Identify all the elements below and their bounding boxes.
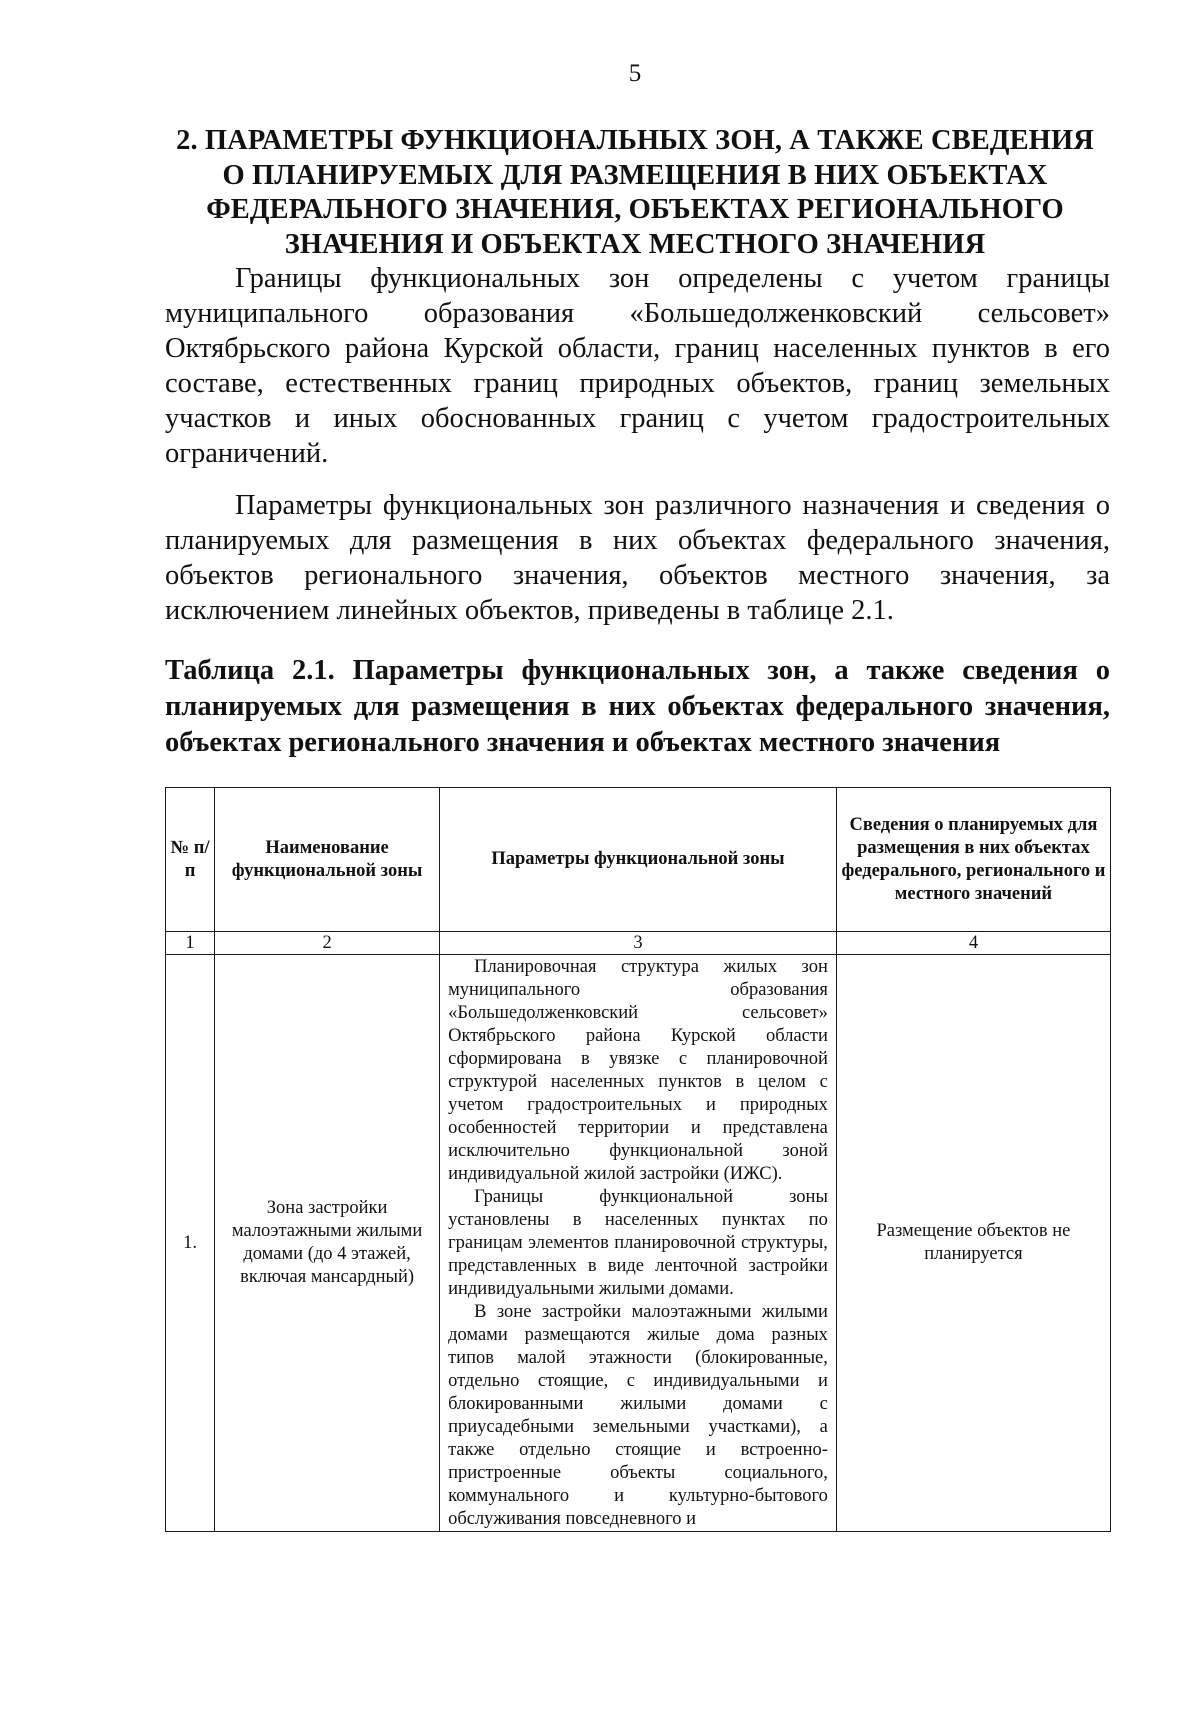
section-title-line: ФЕДЕРАЛЬНОГО ЗНАЧЕНИЯ, ОБЪЕКТАХ РЕГИОНАЛЬНОГО (206, 194, 1064, 225)
table-caption: Таблица 2.1. Параметры функциональных зон, а также сведения о планируемых для размещения в них объектах федерального значения, объектах регионального значения и объектах местного значения (165, 655, 1110, 758)
parameters-paragraph: Границы функциональной зоны установлены в населенных пунктах по границам элементов планировочной структуры, представленных в виде ленточной застройки индивидуальными жилыми домами. (448, 1187, 828, 1299)
header-number: № п/п (166, 788, 215, 932)
body-paragraph-1: Границы функциональных зон определены с учетом границы муниципального образования «Большедолженковский сельсовет» Октябрьского района Курской области, границ населенных пунктов в его составе, естественных границ природных объектов, границ земельных участков и иных обоснованных границ с учетом градостроительных ограничений. (165, 263, 1110, 469)
column-number: 4 (836, 932, 1110, 955)
section-title-line: О ПЛАНИРУЕМЫХ ДЛЯ РАЗМЕЩЕНИЯ В НИХ ОБЪЕКТАХ (222, 159, 1048, 191)
row-number: 1. (166, 955, 215, 1532)
column-number: 2 (215, 932, 440, 955)
row-parameters (440, 955, 837, 1532)
header-parameters: Параметры функциональной зоны (440, 788, 837, 932)
section-title-line: ЗНАЧЕНИЯ И ОБЪЕКТАХ МЕСТНОГО ЗНАЧЕНИЯ (284, 228, 986, 260)
section-title (155, 124, 1115, 262)
header-objects: Сведения о планируемых для размещения в них объектах федерального, регионального и местного значений (836, 788, 1110, 932)
page-number: 5 (628, 60, 642, 87)
functional-zones-table (165, 787, 1111, 1532)
parameters-paragraph: Планировочная структура жилых зон муниципального образования «Большедолженковский сельсовет» Октябрьского района Курской области сформирована в увязке с планировочной структурой населенных пунктов в целом с учетом градостроительных и природных особенностей территории и представлена исключительно функциональной зоной индивидуальной жилой застройки (ИЖС). (448, 957, 828, 1184)
body-paragraph-2: Параметры функциональных зон различного назначения и сведения о планируемых для размещения в них объектах федерального значения, объектов регионального значения, объектов местного значения, за исключением линейных объектов, приведены в таблице 2.1. (165, 490, 1110, 626)
column-number: 1 (166, 932, 215, 955)
column-number: 3 (440, 932, 837, 955)
section-title-line: 2. ПАРАМЕТРЫ ФУНКЦИОНАЛЬНЫХ ЗОН, А ТАКЖЕ СВЕДЕНИЯ (176, 125, 1094, 156)
column-number-row (166, 932, 1111, 955)
table-header-row (166, 788, 1111, 932)
parameters-paragraph: В зоне застройки малоэтажными жилыми домами размещаются жилые дома разных типов малой этажности (блокированные, отдельно стоящие, с индивидуальными и блокированными жилыми домами с приусадебными земельными участками), а также отдельно стоящие и встроенно-пристроенные объекты социального, коммунального и культурно-бытового обслуживания повседневного и (448, 1302, 828, 1529)
table-row (166, 955, 1111, 1532)
header-zone-name: Наименование функциональной зоны (215, 788, 440, 932)
row-objects: Размещение объектов не планируется (836, 955, 1110, 1532)
row-zone-name: Зона застройки малоэтажными жилыми домами (до 4 этажей, включая мансардный) (215, 955, 440, 1532)
